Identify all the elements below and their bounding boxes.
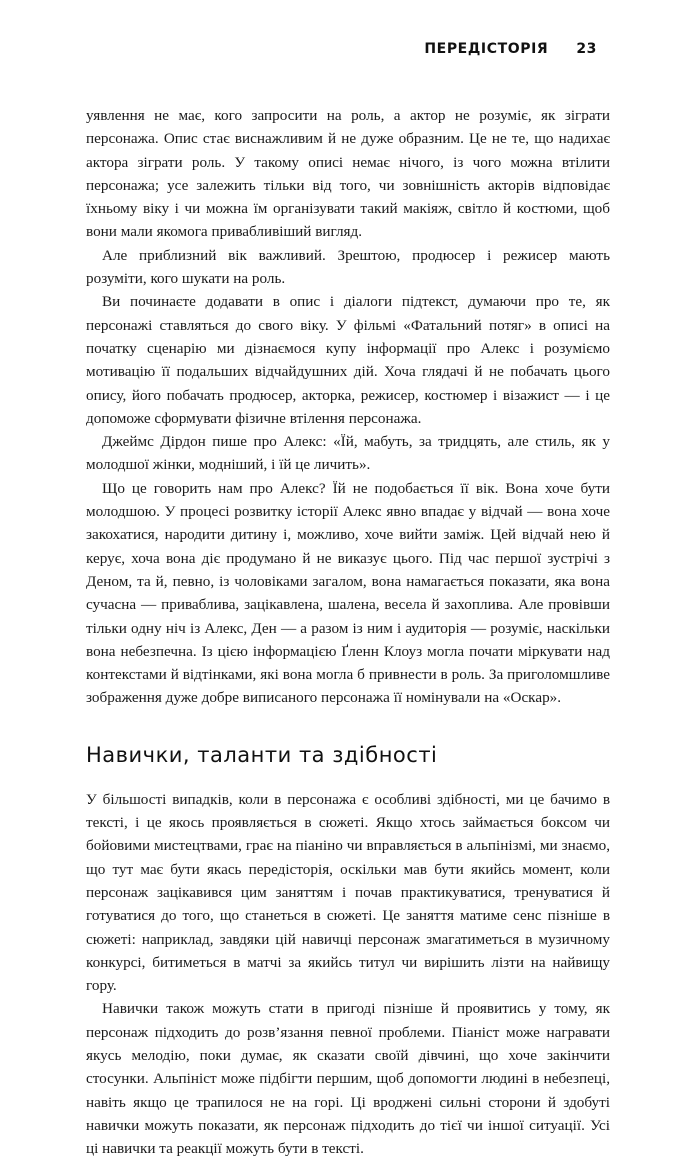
running-header <box>424 41 597 57</box>
running-header-section: ПЕРЕДІСТОРІЯ <box>424 41 549 57</box>
section-heading: Навички, таланти та здібності <box>86 742 438 767</box>
paragraph: Ви починаєте додавати в опис і діалоги підтекст, думаючи про те, як персонажі ставляться до свого віку. У фільмі «Фатальний потяг» в описі на початку сценарію ми дізнаємося купу інформації про Алекс і розуміємо мотивацію її подальших відчайдушних дій. Хоча глядачі й не побачать цього опису, його побачать продюсер, акторка, режисер, костюмер і візажист — і це допоможе сформувати фізичне втілення персонажа. <box>86 293 610 427</box>
paragraph: Що це говорить нам про Алекс? Їй не подобається її вік. Вона хоче бути молодшою. У процесі розвитку історії Алекс явно впадає у відчай — вона хоче закохатися, народити дитину і, можливо, хоче вийти заміж. Цей відчай нею й керує, хоча вона діє продумано й не виказує цього. Під час першої зустрічі з Деном, та й, певно, із чоловіками загалом, вона намагається показати, яка вона сучасна — приваблива, зацікавлена, шалена, весела й захоплива. Але провівши тільки одну ніч із Алекс, Ден — а разом із ним і аудиторія — розуміє, наскільки вона небезпечна. Із цією інформацією Ґленн Клоуз могла почати міркувати над контекстами й відтінками, які вона могла б привнести в роль. За приголомшливе зображення дуже добре виписаного персонажа її номінували на «Оскар». <box>86 479 610 707</box>
page-number: 23 <box>576 41 597 57</box>
paragraph: Навички також можуть стати в пригоді пізніше й проявитись у тому, як персонаж підходить до розв’язання певної проблеми. Піаніст може награвати якусь мелодію, поки думає, як сказати своїй дівчині, що хоче закінчити стосунки. Альпініст може підбігти першим, щоб допомогти людині в небезпеці, навіть якщо це трапилося не на горі. Ці вроджені сильні сторони й здобуті навички можуть показати, як персонаж підходить до тієї чи іншої ситуації. Усі ці навички та реакції можуть бути в тексті. <box>86 1000 610 1158</box>
page-body <box>86 104 610 1160</box>
paragraph: У більшості випадків, коли в персонажа є особливі здібності, ми це бачимо в тексті, і це якось проявляється в сюжеті. Якщо хтось займається боксом чи бойовими мистецтвами, грає на піаніно чи вправляється в альпінізмі, ми знаємо, що тут має бути якась передісторія, оскільки мав бути якийсь момент, коли персонаж зацікавився цим заняттям і почав практикуватися, тренуватися й готуватися до того, що станеться в сюжеті. Це заняття матиме сенс пізніше в сюжеті: наприклад, завдяки цій навичці персонаж змагатиметься в музичному конкурсі, битиметься в матчі за якийсь титул чи вирішить лізти на найвищу гору. <box>86 790 610 995</box>
paragraph-quote: Джеймс Дірдон пише про Алекс: «Їй, мабуть, за тридцять, але стиль, як у молодшої жінки, модніший, і їй це личить». <box>86 433 610 474</box>
paragraph: Але приблизний вік важливий. Зрештою, продюсер і режисер мають розуміти, кого шукати на роль. <box>86 246 610 288</box>
paragraph-continued: уявлення не має, кого запросити на роль, а актор не розуміє, як зіграти персонажа. Опис стає виснажливим й не дуже образним. Це не те, що надихає актора зіграти роль. У такому описі немає нічого, із чого можна втілити персонажа; усе залежить тільки від того, чи зовнішність акторів відповідає їхньому віку і чи можна їм організувати такий макіяж, світло й костюми, щоб вони мали якомога привабливіший вигляд. <box>86 107 610 241</box>
